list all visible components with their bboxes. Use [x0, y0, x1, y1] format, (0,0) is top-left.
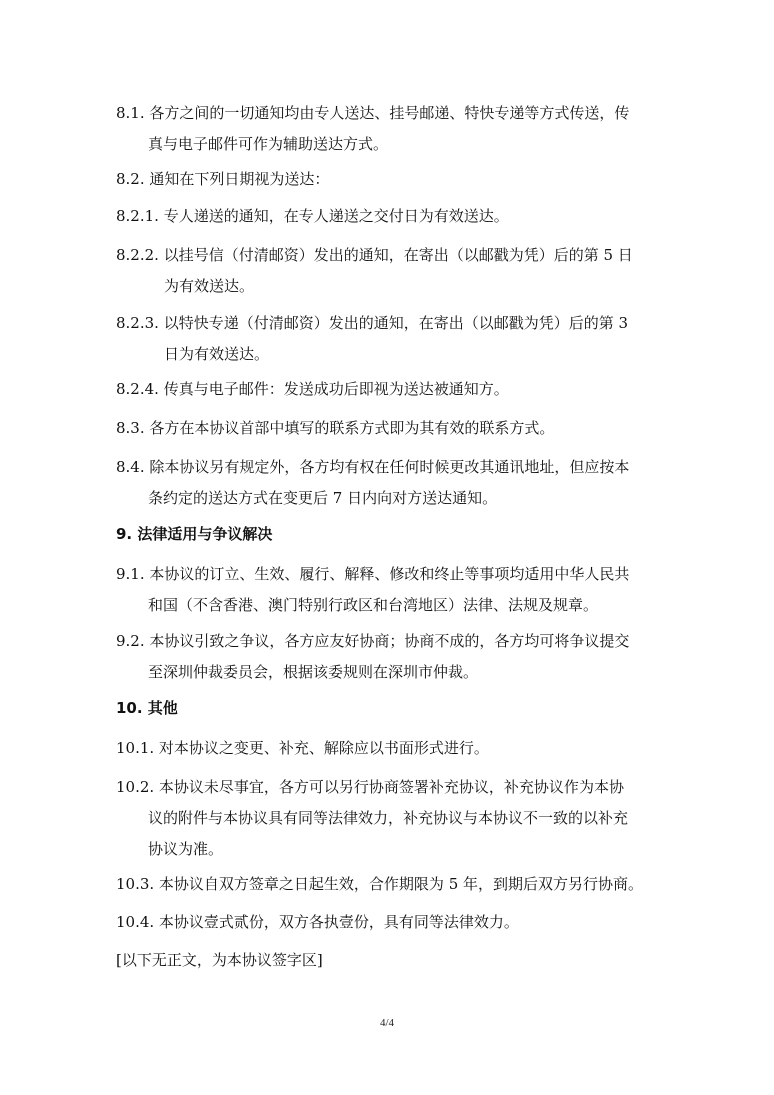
clause-10-3-text: 10.3. 本协议自双方签章之日起生效，合作期限为 5 年，到期后双方另行协商。 [116, 875, 644, 893]
clause-8-3 [116, 413, 660, 444]
clause-10-2-line-1: 10.2. 本协议未尽事宜，各方可以另行协商签署补充协议，补充协议作为本协 [116, 778, 624, 796]
clause-9-1 [116, 559, 660, 621]
clause-8-2 [116, 164, 660, 195]
clause-8-2-1-text: 8.2.1. 专人递送的通知，在专人递送之交付日为有效送达。 [116, 207, 509, 225]
clause-8-4 [116, 452, 660, 514]
clause-8-2-4-text: 8.2.4. 传真与电子邮件：发送成功后即视为送达被通知方。 [116, 380, 509, 398]
clause-8-1-line-1: 8.1. 各方之间的一切通知均由专人送达、挂号邮递、特快专递等方式传送，传 [116, 104, 630, 122]
clause-10-3 [116, 869, 660, 900]
closing-note-text: [以下无正文，为本协议签字区] [116, 951, 323, 969]
clause-8-2-3 [116, 308, 660, 370]
clause-10-2-line-2: 议的附件与本协议具有同等法律效力，补充协议与本协议不一致的以补充 [148, 809, 629, 827]
clause-8-1-line-2: 真与电子邮件可作为辅助送达方式。 [148, 135, 389, 153]
clause-10-2 [116, 772, 660, 865]
clause-10-4-text: 10.4. 本协议壹式贰份，双方各执壹份，具有同等法律效力。 [116, 913, 519, 931]
clause-8-2-2-line-1: 8.2.2. 以挂号信（付清邮资）发出的通知，在寄出（以邮戳为凭）后的第 5 日 [116, 246, 633, 264]
clause-10-1 [116, 733, 660, 764]
clause-9-1-line-1: 9.1. 本协议的订立、生效、履行、解释、修改和终止等事项均适用中华人民共 [116, 565, 630, 583]
section-10-heading: 10. 其他 [116, 699, 178, 717]
clause-9-1-line-2: 和国（不含香港、澳门特别行政区和台湾地区）法律、法规及规章。 [148, 596, 599, 614]
clause-9-2-line-1: 9.2. 本协议引致之争议，各方应友好协商；协商不成的，各方均可将争议提交 [116, 632, 630, 650]
clause-8-2-3-line-1: 8.2.3. 以特快专递（付清邮资）发出的通知，在寄出（以邮戳为凭）后的第 3 [116, 314, 629, 332]
clause-8-2-text: 8.2. 通知在下列日期视为送达： [116, 170, 330, 188]
clause-10-2-line-3: 协议为准。 [148, 840, 224, 858]
clause-8-2-1 [116, 201, 660, 232]
section-9-heading: 9. 法律适用与争议解决 [116, 525, 273, 543]
clause-8-4-line-1: 8.4. 除本协议另有规定外，各方均有权在任何时候更改其通讯地址，但应按本 [116, 458, 630, 476]
clause-10-1-text: 10.1. 对本协议之变更、补充、解除应以书面形式进行。 [116, 739, 489, 757]
clause-10-4 [116, 907, 660, 938]
page-number: 4/4 [379, 1017, 395, 1029]
clause-8-2-3-line-2: 日为有效送达。 [164, 345, 270, 363]
clause-8-4-line-2: 条约定的送达方式在变更后 7 日内向对方送达通知。 [148, 489, 498, 507]
clause-8-2-4 [116, 374, 660, 405]
clause-8-3-text: 8.3. 各方在本协议首部中填写的联系方式即为其有效的联系方式。 [116, 419, 555, 437]
clause-8-2-2 [116, 240, 660, 302]
clause-9-2 [116, 626, 660, 688]
clause-8-2-2-line-2: 为有效送达。 [164, 277, 255, 295]
closing-note [116, 945, 660, 976]
clause-9-2-line-2: 至深圳仲裁委员会，根据该委规则在深圳市仲裁。 [148, 663, 479, 681]
clause-8-1 [116, 98, 660, 160]
